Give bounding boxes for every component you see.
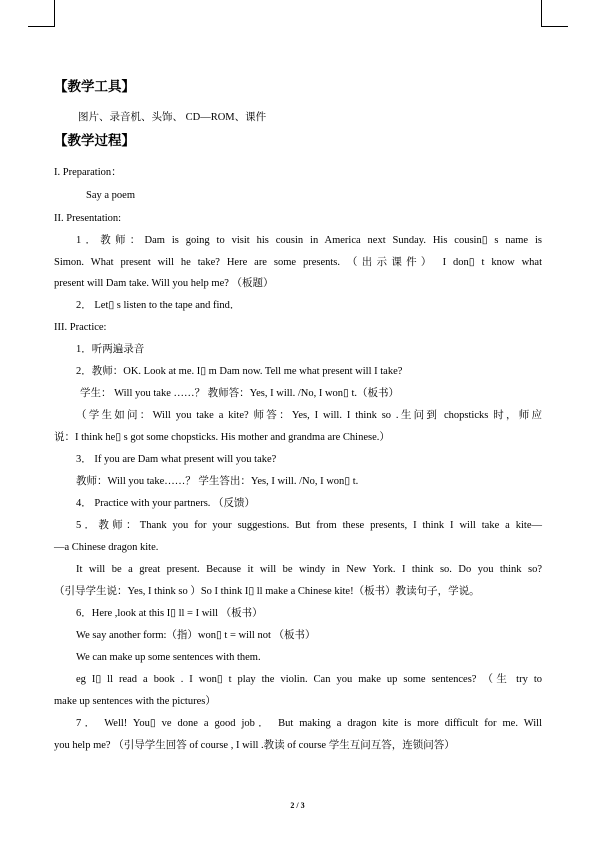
- paragraph-line: present will Dam take. Will you help me? （板题）: [54, 278, 274, 289]
- paragraph-line: We can make up some sentences with them.: [76, 652, 261, 663]
- paragraph-line: 7． Well! You▯ ve done a good job． But making a dragon kite is more difficult for me. Will: [76, 718, 542, 729]
- paragraph-line: 2． Let▯ s listen to the tape and find．: [76, 300, 241, 311]
- paragraph-line: make up sentences with the pictures）: [54, 696, 216, 707]
- paragraph-line: III. Practice:: [54, 322, 107, 333]
- paragraph-line: —a Chinese dragon kite.: [54, 542, 159, 553]
- paragraph-line: 1．教师：Dam is going to visit his cousin in America next Sunday. His cousin▯ s name is: [76, 235, 542, 246]
- paragraph-line: 学生： Will you take ……？ 教师答：Yes, I will. /No, I won▯ t.（板书）: [80, 388, 399, 399]
- paragraph-line: 6．Here ,look at this I▯ ll = I will （板书）: [76, 608, 263, 619]
- crop-mark-top-left: [28, 0, 55, 27]
- crop-mark-top-right: [541, 0, 568, 27]
- paragraph-line: 说：I think he▯ s got some chopsticks. His mother and grandma are Chinese.）: [54, 432, 390, 443]
- paragraph-line: 2．教师：OK. Look at me. I▯ m Dam now. Tell me what present will I take?: [76, 366, 403, 377]
- paragraph-line: We say another form:（指）won▯ t = will not （板书）: [76, 630, 316, 641]
- paragraph-line: II. Presentation:: [54, 213, 122, 224]
- paragraph-line: Simon. What present will he take? Here are some presents. （出示课件） I don▯ t know what: [54, 257, 542, 268]
- tools-list: 图片、录音机、头饰、 CD—ROM、课件: [78, 112, 267, 123]
- paragraph-line: I. Preparation：: [54, 167, 122, 178]
- section-heading-process: 【教学过程】: [54, 133, 135, 149]
- page-number: 2 / 3: [290, 801, 305, 810]
- paragraph-line: It will be a great present. Because it will be windy in New York. I think so. Do you think so?: [76, 564, 542, 575]
- section-heading-tools: 【教学工具】: [54, 79, 135, 95]
- paragraph-line: （学生如问：Will you take a kite? 师答：Yes, I will. I think so .生问到 chopsticks 时，师应: [76, 410, 542, 421]
- paragraph-line: 教师：Will you take……？ 学生答出：Yes, I will. /No, I won▯ t.: [76, 476, 359, 487]
- paragraph-line: （引导学生说：Yes, I think so ）So I think I▯ ll make a Chinese kite!（板书）教读句子，学说。: [54, 586, 480, 597]
- paragraph-line: you help me? （引导学生回答 of course , I will .教读 of course 学生互问互答，连锁问答）: [54, 740, 455, 751]
- paragraph-line: 4． Practice with your partners. （反馈）: [76, 498, 256, 509]
- paragraph-line: eg I▯ ll read a book . I won▯ t play the violin. Can you make up some sentences? （生 try to: [76, 674, 542, 685]
- paragraph-line: 3． If you are Dam what present will you take?: [76, 454, 277, 465]
- paragraph-line: 5．教师：Thank you for your suggestions. But from these presents, I think I will take a kite—: [76, 520, 542, 531]
- paragraph-line: Say a poem: [86, 190, 135, 201]
- paragraph-line: 1．听两遍录音: [76, 344, 145, 355]
